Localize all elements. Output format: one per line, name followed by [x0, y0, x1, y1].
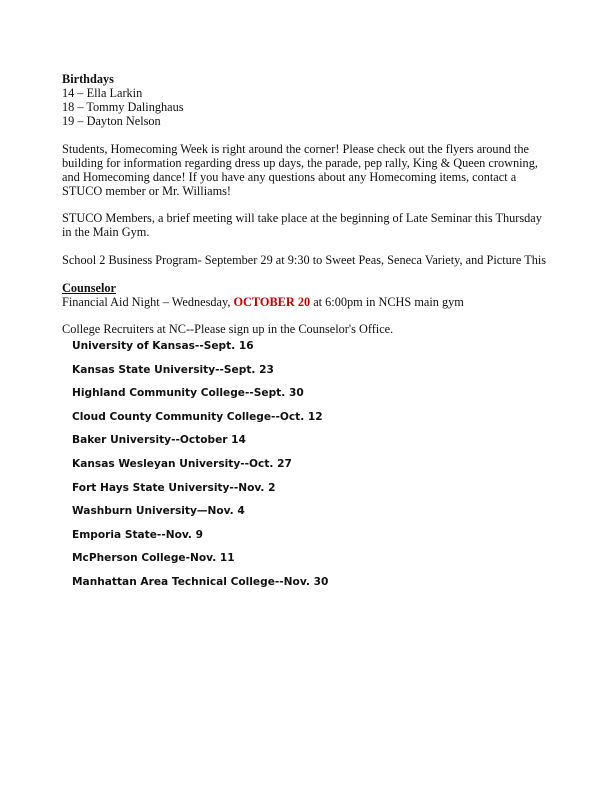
college-item: Emporia State--Nov. 9 — [72, 528, 203, 541]
college-item: Fort Hays State University--Nov. 2 — [72, 481, 276, 494]
birthday-entry: 14 – Ella Larkin — [62, 86, 143, 101]
birthday-entry: 18 – Tommy Dalinghaus — [62, 100, 184, 115]
college-recruiter-list — [72, 340, 328, 600]
counselor-section — [62, 281, 562, 309]
birthdays-heading: Birthdays — [62, 72, 114, 86]
homecoming-line: building for information regarding dress up days, the parade, pep rally, King & Queen crowning, — [62, 156, 538, 171]
financial-aid-date: OCTOBER 20 — [233, 295, 311, 310]
financial-aid-line — [62, 295, 562, 309]
birthdays-section — [62, 72, 562, 128]
homecoming-line: STUCO member or Mr. Williams! — [62, 184, 232, 199]
college-item: Kansas Wesleyan University--Oct. 27 — [72, 457, 292, 470]
stuco-announcement — [62, 211, 562, 239]
stuco-line: in the Main Gym. — [62, 225, 150, 240]
homecoming-line: Students, Homecoming Week is right around the corner! Please check out the flyers around the — [62, 142, 529, 156]
business-line: School 2 Business Program- September 29 at 9:30 to Sweet Peas, Seneca Variety, and Picture This — [62, 253, 547, 267]
birthday-entry: 19 – Dayton Nelson — [62, 114, 161, 129]
recruiters-intro-line: College Recruiters at NC--Please sign up in the Counselor's Office. — [62, 322, 394, 336]
homecoming-announcement — [62, 142, 562, 198]
financial-aid-text: Financial Aid Night – Wednesday, — [62, 295, 234, 310]
college-item: Washburn University—Nov. 4 — [72, 505, 245, 518]
college-item: Cloud County Community College--Oct. 12 — [72, 410, 323, 423]
recruiters-intro — [62, 322, 562, 336]
college-item: Kansas State University--Sept. 23 — [72, 363, 274, 376]
college-item: University of Kansas--Sept. 16 — [72, 340, 254, 352]
financial-aid-text-end: at 6:00pm in NCHS main gym — [310, 295, 464, 310]
college-item: Manhattan Area Technical College--Nov. 30 — [72, 575, 329, 588]
college-item: Highland Community College--Sept. 30 — [72, 387, 304, 400]
counselor-heading: Counselor — [62, 281, 116, 295]
homecoming-line: and Homecoming dance! If you have any questions about any Homecoming items, contact a — [62, 170, 517, 185]
business-announcement — [62, 253, 562, 267]
college-item: Baker University--October 14 — [72, 434, 246, 447]
stuco-line: STUCO Members, a brief meeting will take place at the beginning of Late Seminar this Thursday — [62, 211, 542, 225]
college-item: McPherson College-Nov. 11 — [72, 552, 235, 565]
